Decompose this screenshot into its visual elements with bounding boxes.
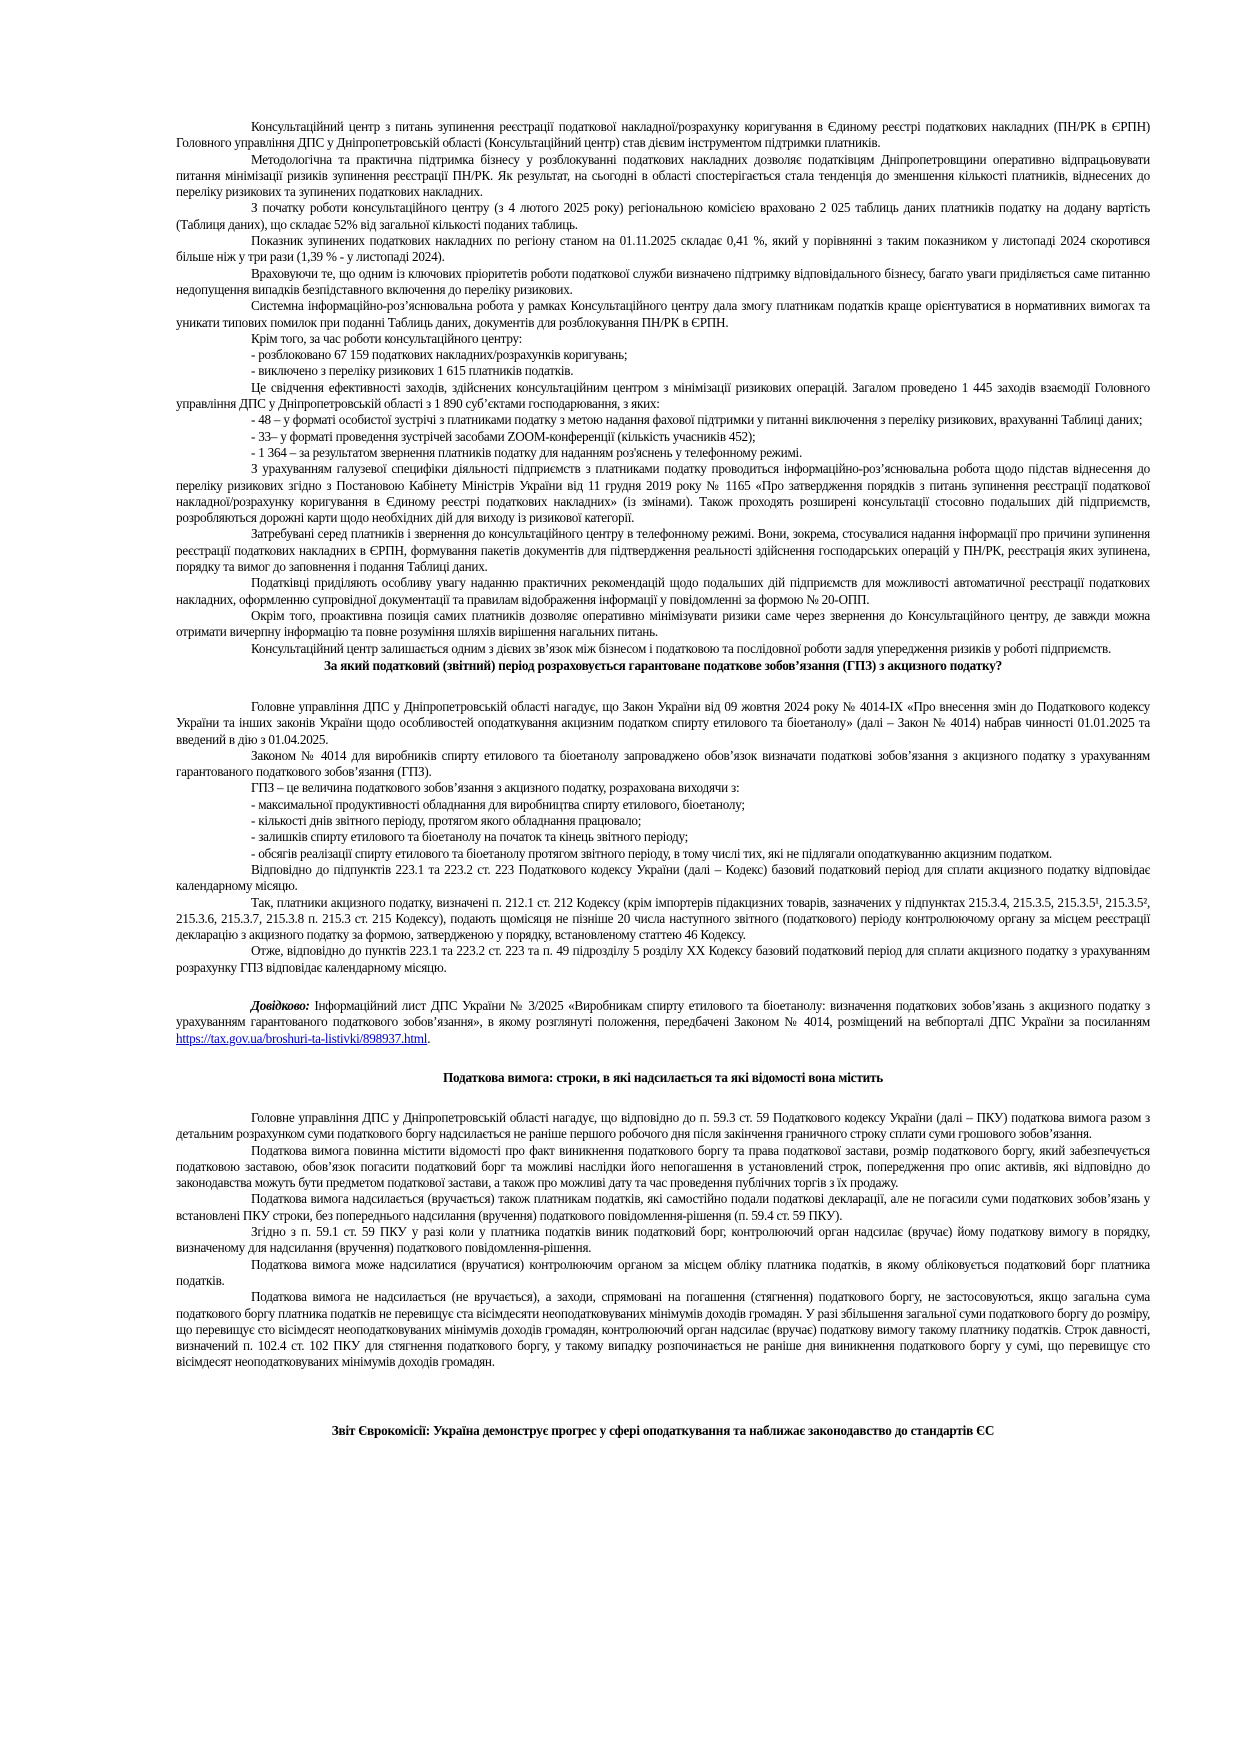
paragraph: Консультаційний центр залишається одним з дієвих зв’язок між бізнесом і податковою та послідовної роботи задля упередження ризиків у роботі підприємств. — [251, 640, 1112, 656]
heading-eu-report: Звіт Єврокомісії: Україна демонструє прогрес у сфері оподаткування та наближає законодавство до стандартів ЄС — [331, 1423, 995, 1438]
note-end: . — [427, 1030, 431, 1046]
paragraph: Податкова вимога надсилається (вручається) також платникам податків, які самостійно подали податкові декларації, але не погасили суми податкових зобов’язань у встановлені ПКУ строки, без попереднього надсилання (вручення) податкового повідомлення-рішення (п. 59.4 ст. 59 ПКУ). — [176, 1191, 1150, 1223]
paragraph: - залишків спирту етилового та біоетанолу на початок та кінець звітного періоду; — [251, 829, 689, 845]
section-tax-demand — [176, 1110, 1150, 1371]
note-link[interactable]: https://tax.gov.ua/broshuri-ta-listivki/898937.html — [176, 1030, 428, 1046]
paragraph: Системна інформаційно-роз’яснювальна робота у рамках Консультаційного центру дала змогу платникам податків краще орієнтуватися в нормативних вимогах та уникати типових помилок при поданні Таблиць даних, документів для розблокування ПН/РК в ЄРПН. — [176, 298, 1150, 330]
paragraph: Затребувані серед платників і звернення до консультаційного центру в телефонному режимі. Вони, зокрема, стосувалися надання інформації про причини зупинення реєстрації податкових накладних в ЄРПН, формування пакетів документів для підтвердження реальності здійснення господарських операцій у ПН/РК, реєстрація яких зупинена, порядку та вимог до заповнення і подання Таблиці даних. — [176, 526, 1150, 575]
paragraph: З початку роботи консультаційного центру (з 4 лютого 2025 року) регіональною комісією враховано 2 025 таблиць даних платників податку на додану вартість (Таблиця даних), що складає 52% від загальної кількості поданих таблиць. — [176, 200, 1150, 232]
note-text: Інформаційний лист ДПС України № 3/2025 «Виробникам спирту етилового та біоетанолу: визначення податкових зобов’язань з акцизного податку з урахуванням гарантованого податкового зобов’язання», в якому розглянуті положення, передбачені Законом № 4014, розміщений на вебпорталі ДПС України за посиланням — [176, 998, 1150, 1030]
note-block — [176, 998, 1150, 1047]
paragraph: - кількості днів звітного періоду, протягом якого обладнання працювало; — [251, 813, 642, 829]
paragraph: Консультаційний центр з питань зупинення реєстрації податкової накладної/розрахунку коригування в Єдиному реєстрі податкових накладних (ПН/РК в ЄРПН) Головного управління ДПС у Дніпропетровській області (Консультаційний центр) став дієвим інструментом підтримки платників. — [176, 119, 1150, 151]
paragraph: Так, платники акцизного податку, визначені п. 212.1 ст. 212 Кодексу (крім імпортерів підакцизних товарів, зазначених у підпунктах 215.3.4, 215.3.5, 215.3.5¹, 215.3.5², 215.3.6, 215.3.7, 215.3.8 п. 215.3 ст. 215 Кодексу), подають щомісяця не пізніше 20 числа наступного звітного (податкового) періоду контролюючому органу за місцем реєстрації декларацію з акцизного податку за формою, затвердженою у порядку, встановленому статтею 46 Кодексу. — [176, 894, 1150, 943]
paragraph: Відповідно до підпунктів 223.1 та 223.2 ст. 223 Податкового кодексу України (далі – Кодекс) базовий податковий період для сплати акцизного податку відповідає календарному місяцю. — [176, 861, 1150, 894]
paragraph: - обсягів реалізації спирту етилового та біоетанолу протягом звітного періоду, в тому числі тих, які не підлягали оподаткуванню акцизним податком. — [251, 845, 1052, 861]
paragraph: - 48 – у форматі особистої зустрічі з платниками податку з метою надання фахової підтримки у питанні виключення з переліку ризикових, врахуванні Таблиці даних; — [251, 412, 1143, 428]
heading-gpz: За який податковий (звітний) період розраховується гарантоване податкове зобов’язання (ГПЗ) з акцизного податку? — [324, 658, 1002, 673]
paragraph: Законом № 4014 для виробників спирту етилового та біоетанолу запроваджено обов’язок визначати податкові зобов’язання з акцизного податку з урахуванням гарантованого податкового зобов’язання (ГПЗ). — [176, 747, 1150, 780]
paragraph: Головне управління ДПС у Дніпропетровській області нагадує, що Закон України від 09 жовтня 2024 року № 4014-IX «Про внесення змін до Податкового кодексу України та інших законів України щодо особливостей оподаткування акцизним податком спирту етилового та біоетанолу» (далі – Закон № 4014) набрав чинності 01.01.2025 та введений в дію з 01.04.2025. — [176, 699, 1150, 747]
note-paragraph — [176, 998, 1150, 1047]
paragraph: Згідно з п. 59.1 ст. 59 ПКУ у разі коли у платника податків виник податковий борг, контролюючий орган надсилає (вручає) йому податкову вимогу в порядку, визначеному для надсилання (вручення) податкового повідомлення-рішення. — [176, 1224, 1150, 1256]
paragraph: Крім того, за час роботи консультаційного центру: — [251, 330, 523, 346]
paragraph: - 33– у форматі проведення зустрічей засобами ZOOM-конференції (кількість учасників 452); — [251, 428, 756, 444]
paragraph: Методологічна та практична підтримка бізнесу у розблокуванні податкових накладних дозволяє податківцям Дніпропетровщини оперативно відпрацьовувати питання мінімізації ризиків зупинення реєстрації ПН/РК. Як результат, на сьогодні в області спостерігається стала тенденція до зменшення кількості платників, віднесених до переліку ризикових та зупинених податкових накладних. — [176, 151, 1150, 200]
paragraph: Показник зупинених податкових накладних по регіону станом на 01.11.2025 складає 0,41 %, який у порівнянні з таким показником у листопаді 2024 скоротився більше ніж у три рази (1,39 % - у листопаді 2024). — [176, 233, 1150, 265]
paragraph: Враховуючи те, що одним із ключових пріоритетів роботи податкової служби визначено підтримку відповідального бізнесу, багато уваги приділяється саме питанню недопущення випадків безпідставного включення до переліку ризикових. — [176, 265, 1150, 297]
paragraph: Податкова вимога не надсилається (не вручається), а заходи, спрямовані на погашення (стягнення) податкового боргу, не застосовуються, якщо загальна сума податкового боргу платника податків не перевищує ста вісімдесяти неоподатковуваних мінімумів доходів громадян. У разі збільшення загальної суми податкового боргу до розміру, що перевищує сто вісімдесят неоподатковуваних мінімумів доходів громадян, контролюючий орган надсилає (вручає) податкову вимогу такому платнику податків. Строк давності, визначений п. 102.4 ст. 102 ПКУ для стягнення податкового боргу, у такому випадку розпочинається не раніше дня виникнення податкового боргу у сумі, що перевищує сто вісімдесят неоподатковуваних мінімумів доходів громадян. — [176, 1289, 1150, 1370]
paragraph: Отже, відповідно до пунктів 223.1 та 223.2 ст. 223 та п. 49 підрозділу 5 розділу XX Кодексу базовий податковий період для сплати акцизного податку з урахуванням розрахунку ГПЗ відповідає календарному місяцю. — [176, 943, 1150, 975]
paragraph: - виключено з переліку ризикових 1 615 платників податків. — [251, 363, 574, 379]
paragraph: Це свідчення ефективності заходів, здійснених консультаційним центром з мінімізації ризикових операцій. Загалом проведено 1 445 заходів взаємодії Головного управління ДПС у Дніпропетровській області з 1 890 суб’єктами господарювання, з яких: — [176, 379, 1150, 412]
paragraph: Податківці приділяють особливу увагу наданню практичних рекомендацій щодо подальших дій підприємств для можливості автоматичної реєстрації податкових накладних, оформленню супровідної документації та правилам відображення інформації у повідомленні за формою № 20-ОПП. — [176, 575, 1150, 607]
paragraph: - розблоковано 67 159 податкових накладних/розрахунків коригувань; — [251, 347, 628, 363]
section-gpz — [176, 699, 1150, 976]
paragraph: Податкова вимога може надсилатися (вручатися) контролюючим органом за місцем обліку платника податків, в якому обліковується податковий борг платника податків. — [176, 1256, 1150, 1288]
note-label: Довідково: — [251, 998, 310, 1013]
paragraph: Окрім того, проактивна позиція самих платників дозволяє оперативно мінімізувати ризики саме через звернення до Консультаційного центру, де завжди можна отримати вичерпну інформацію та повне розуміння шляхів вирішення нагальних питань. — [176, 607, 1150, 640]
section-consultation-center — [176, 119, 1150, 657]
paragraph: Головне управління ДПС у Дніпропетровській області нагадує, що відповідно до п. 59.3 ст. 59 Податкового кодексу України (далі – ПКУ) податкова вимога разом з детальним розрахунком суми податкового боргу надсилається не раніше першого робочого дня після закінчення граничного строку сплати суми грошового зобов’язання. — [176, 1110, 1150, 1142]
paragraph: Податкова вимога повинна містити відомості про факт виникнення податкового боргу та права податкової застави, розмір податкового боргу, який забезпечується податковою заставою, обов’язок погасити податковий борг та можливі наслідки його непогашення в установлений строк, попередження про опис активів, які відповідно до законодавства можуть бути предметом податкової застави, а також про можливі дату та час проведення публічних торгів з їх продажу. — [176, 1142, 1150, 1191]
heading-tax-demand: Податкова вимога: строки, в які надсилається та які відомості вона містить — [442, 1070, 884, 1085]
paragraph: ГПЗ – це величина податкового зобов’язання з акцизного податку, розрахована виходячи з: — [251, 780, 740, 796]
paragraph: - максимальної продуктивності обладнання для виробництва спирту етилового, біоетанолу; — [251, 796, 745, 812]
paragraph: - 1 364 – за результатом звернення платників податку для наданням роз'яснень у телефонному режимі. — [251, 444, 803, 460]
paragraph: З урахуванням галузевої специфіки діяльності підприємств з платниками податку проводиться інформаційно-роз’яснювальна робота щодо підстав віднесення до переліку ризикових згідно з Постановою Кабінету Міністрів України від 11 грудня 2019 року № 1165 «Про затвердження порядків з питань зупинення реєстрації податкової накладної/розрахунку коригування в Єдиному реєстрі податкових накладних» (із змінами). Також проходять розширені консультації стосовно подальших дій підприємств, розробляються дорожні карти щодо необхідних дій для виходу із ризикової категорії. — [176, 461, 1150, 526]
